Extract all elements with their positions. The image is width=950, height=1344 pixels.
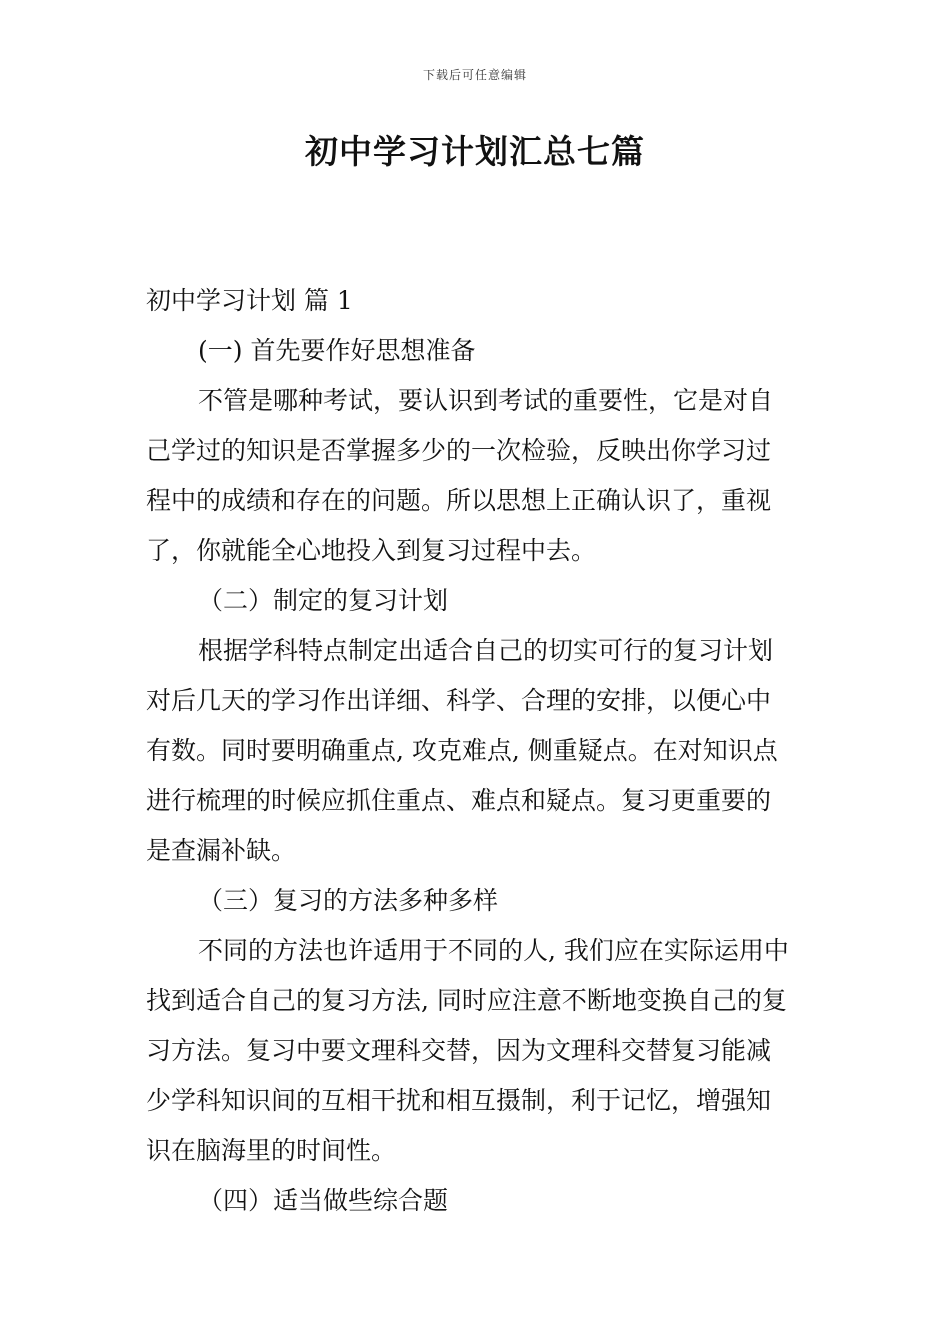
document-body: [146, 276, 808, 1226]
subheading-1: (一) 首先要作好思想准备: [198, 336, 476, 365]
header-note: 下载后可任意编辑: [422, 68, 527, 82]
paragraph-2-line-3: 有数。同时要明确重点, 攻克难点, 侧重疑点。在对知识点: [146, 736, 778, 765]
paragraph-1-line-3: 程中的成绩和存在的问题。所以思想上正确认识了，重视: [146, 486, 772, 515]
paragraph-3-line-4: 少学科知识间的互相干扰和相互摄制，利于记忆，增强知: [146, 1086, 772, 1115]
paragraph-3-line-1: 不同的方法也许适用于不同的人, 我们应在实际运用中: [198, 936, 789, 965]
paragraph-1-line-1: 不管是哪种考试，要认识到考试的重要性，它是对自: [198, 386, 774, 415]
paragraph-2-line-1: 根据学科特点制定出适合自己的切实可行的复习计划: [198, 636, 774, 665]
paragraph-2-line-4: 进行梳理的时候应抓住重点、难点和疑点。复习更重要的: [146, 786, 772, 815]
section-heading: 初中学习计划 篇 1: [146, 286, 353, 315]
subheading-4: （四）适当做些综合题: [198, 1186, 449, 1215]
paragraph-2-line-5: 是查漏补缺。: [146, 836, 297, 865]
document-title: 初中学习计划汇总七篇: [305, 132, 645, 171]
paragraph-3-line-5: 识在脑海里的时间性。: [146, 1136, 397, 1165]
subheading-3: （三）复习的方法多种多样: [198, 886, 499, 915]
paragraph-1-line-4: 了，你就能全心地投入到复习过程中去。: [146, 536, 597, 565]
paragraph-3-line-3: 习方法。复习中要文理科交替，因为文理科交替复习能减: [146, 1036, 772, 1065]
paragraph-2-line-2: 对后几天的学习作出详细、科学、合理的安排，以便心中: [146, 686, 772, 715]
subheading-2: （二）制定的复习计划: [198, 586, 449, 615]
paragraph-1-line-2: 己学过的知识是否掌握多少的一次检验，反映出你学习过: [146, 436, 772, 465]
paragraph-3-line-2: 找到适合自己的复习方法, 同时应注意不断地变换自己的复: [146, 986, 787, 1015]
